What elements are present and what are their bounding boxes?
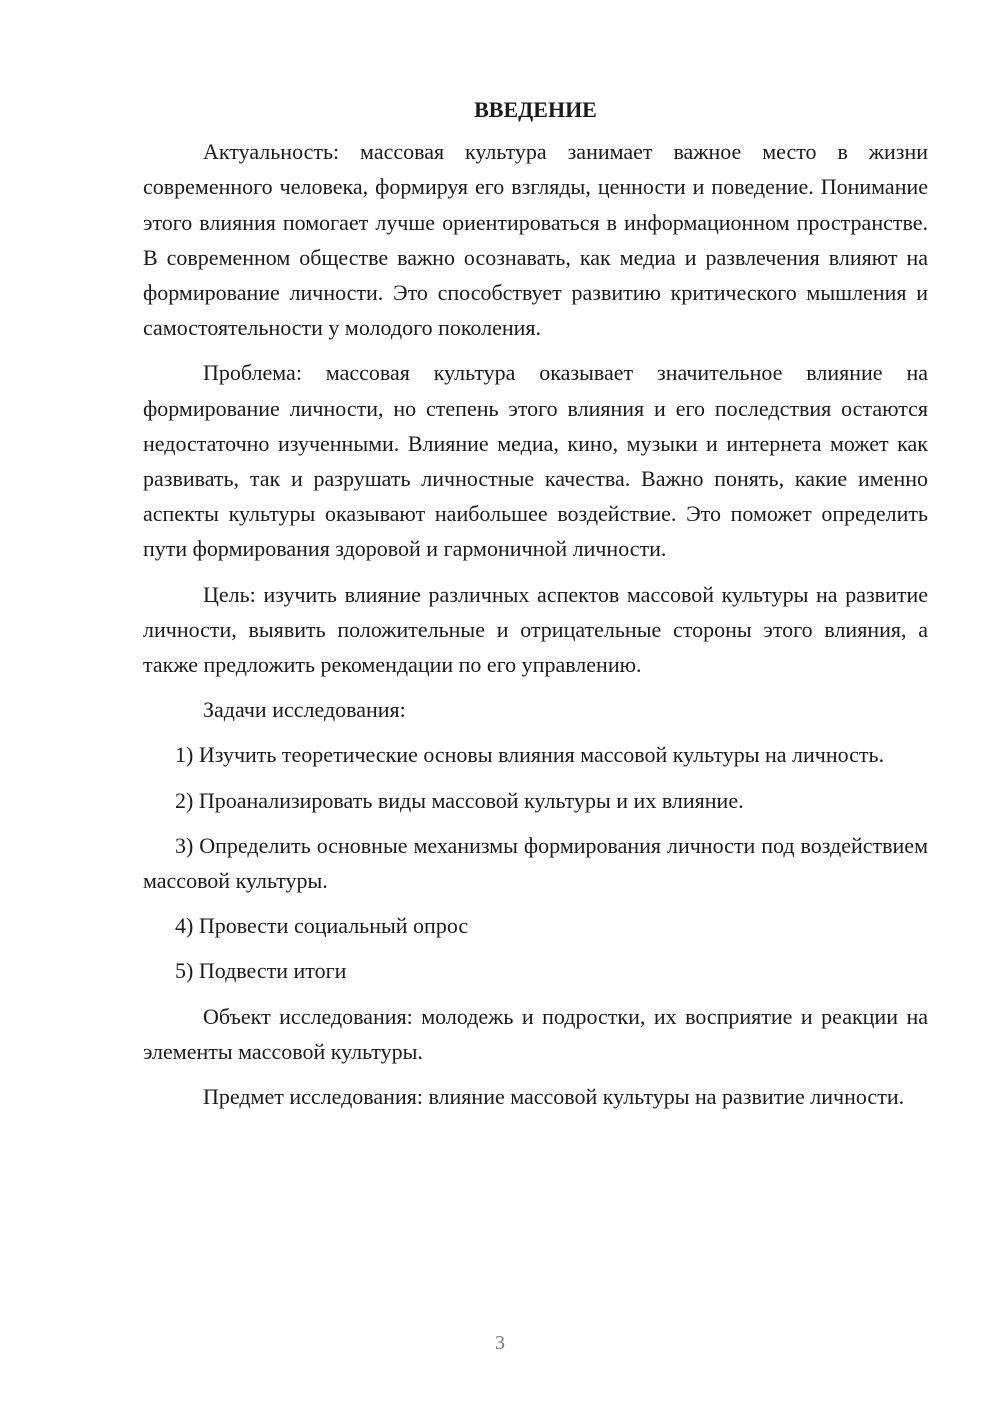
- task-item-4: 4) Провести социальный опрос: [175, 913, 469, 939]
- task-item-1: 1) Изучить теоретические основы влияния массовой культуры на личность.: [175, 742, 885, 768]
- relevance-paragraph: Актуальность: массовая культура занимает важное место в жизни современного человека, формируя его взгляды, ценности и поведение. Понимание этого влияния помогает лучше ориентироваться в информационном пространстве. В современном обществе важно осознавать, как медиа и развлечения влияют на формирование личности. Это способствует развитию критического мышления и самостоятельности у молодого поколения.: [143, 139, 928, 341]
- task-item-2: 2) Проанализировать виды массовой культуры и их влияние.: [175, 787, 744, 813]
- task-item-5: 5) Подвести итоги: [175, 958, 347, 984]
- document-page: [143, 92, 928, 1124]
- section-heading: ВВЕДЕНИЕ: [474, 97, 597, 122]
- tasks-title: Задачи исследования:: [203, 697, 406, 723]
- problem-paragraph: Проблема: массовая культура оказывает значительное влияние на формирование личности, но степень этого влияния и его последствия остаются недостаточно изученными. Влияние медиа, кино, музыки и интернета может как развивать, так и разрушать личностные качества. Важно понять, какие именно аспекты культуры оказывают наибольшее воздействие. Это поможет определить пути формирования здоровой и гармоничной личности.: [143, 360, 928, 562]
- goal-paragraph: Цель: изучить влияние различных аспектов массовой культуры на развитие личности, выявить положительные и отрицательные стороны этого влияния, а также предложить рекомендации по его управлению.: [143, 581, 928, 678]
- task-item-3: 3) Определить основные механизмы формирования личности под воздействием массовой культуры.: [143, 832, 928, 894]
- page-number: 3: [495, 1332, 505, 1354]
- subject-paragraph: Предмет исследования: влияние массовой культуры на развитие личности.: [203, 1084, 905, 1110]
- object-paragraph: Объект исследования: молодежь и подростки, их восприятие и реакции на элементы массовой культуры.: [143, 1003, 928, 1064]
